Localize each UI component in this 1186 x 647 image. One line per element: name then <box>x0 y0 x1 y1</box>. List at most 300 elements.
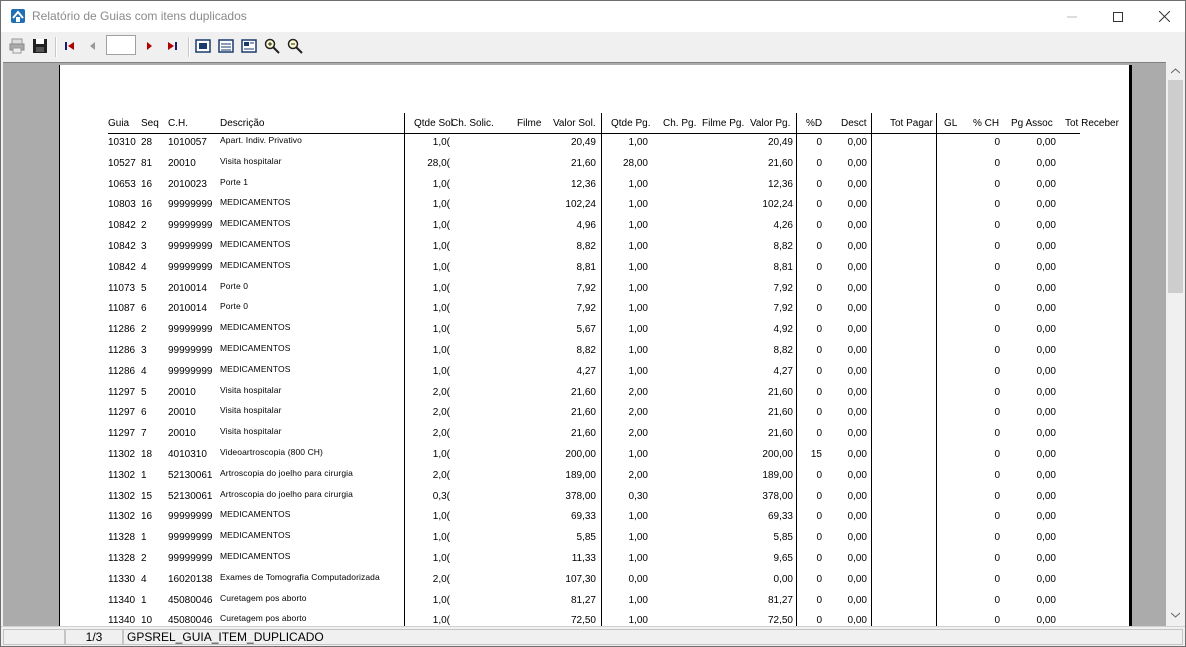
cell-percent-d: 0 <box>816 407 822 419</box>
cell-valor-sol: 11,33 <box>571 553 596 564</box>
scroll-down-icon[interactable] <box>1171 612 1180 618</box>
col-header-gl: GL <box>944 118 958 129</box>
cell-ch: 1010057 <box>168 137 207 148</box>
cell-percent-ch: 0 <box>994 615 1000 626</box>
header-rule <box>108 133 1080 134</box>
cell-percent-ch: 0 <box>994 386 1000 398</box>
cell-ch: 99999999 <box>168 365 213 377</box>
cell-descricao: MEDICAMENTOS <box>220 551 291 561</box>
cell-qtde-pg: 1,00 <box>628 532 648 544</box>
cell-qtde-pg: 1,00 <box>628 324 648 336</box>
cell-percent-d: 0 <box>816 511 822 523</box>
cell-valor-pg: 4,26 <box>773 220 793 232</box>
cell-seq: 3 <box>141 345 147 356</box>
zoom-in-button[interactable] <box>263 37 281 55</box>
col-header-percent-d: %D <box>806 118 823 129</box>
cell-qtde-pg: 1,00 <box>628 553 648 564</box>
cell-qtde-pg: 1,00 <box>628 199 648 211</box>
save-icon <box>32 38 48 54</box>
cell-valor-pg: 5,85 <box>773 532 793 544</box>
cell-descricao: Artroscopia do joelho para cirurgia <box>220 488 353 499</box>
cell-valor-sol: 21,60 <box>570 157 596 169</box>
cell-guia: 11340 <box>108 615 136 626</box>
app-icon <box>10 8 26 24</box>
cell-valor-sol: 5,85 <box>576 532 596 544</box>
col-header-descricao: Descrição <box>220 118 265 129</box>
cell-qtde-sol: 1,0( <box>432 241 450 252</box>
cell-valor-pg: 7,92 <box>773 282 793 294</box>
status-cell <box>3 629 65 645</box>
cell-qtde-sol: 2,0( <box>432 428 450 440</box>
cell-guia: 11073 <box>108 282 136 294</box>
cell-guia: 11330 <box>108 573 136 585</box>
cell-descricao: MEDICAMENTOS <box>220 530 291 541</box>
cell-qtde-pg: 28,00 <box>622 157 648 169</box>
page-indicator: 1/3 <box>65 629 123 645</box>
col-header-filme: Filme <box>517 118 542 129</box>
next-page-button[interactable] <box>140 37 158 55</box>
save-button[interactable] <box>31 37 49 55</box>
single-page-view-button[interactable] <box>194 37 212 55</box>
cell-pg-assoc: 0,00 <box>1036 303 1056 315</box>
cell-desct: 0,00 <box>847 449 867 460</box>
cell-percent-ch: 0 <box>994 178 1000 190</box>
cell-percent-d: 0 <box>816 345 822 356</box>
cell-descricao: Apart. Indiv. Privativo <box>220 135 302 145</box>
cell-ch: 99999999 <box>168 532 213 544</box>
cell-qtde-sol: 1,0( <box>432 553 450 564</box>
cell-valor-pg: 21,60 <box>767 386 793 398</box>
cell-percent-d: 0 <box>816 428 822 440</box>
cell-pg-assoc: 0,00 <box>1036 594 1056 606</box>
cell-guia: 11302 <box>108 511 136 523</box>
scroll-up-icon[interactable] <box>1171 68 1180 74</box>
cell-seq: 16 <box>141 511 153 523</box>
cell-desct: 0,00 <box>847 553 867 564</box>
cell-qtde-sol: 1,0( <box>432 365 450 377</box>
cell-valor-sol: 72,50 <box>570 615 596 626</box>
cell-percent-d: 0 <box>816 303 822 315</box>
cell-valor-pg: 9,65 <box>773 553 793 564</box>
cell-ch: 20010 <box>168 407 196 419</box>
column-divider <box>936 113 937 626</box>
cell-valor-sol: 102,24 <box>565 199 596 211</box>
cell-ch: 16020138 <box>168 573 213 585</box>
cell-qtde-sol: 1,0( <box>432 532 450 544</box>
col-header-valor-pg: Valor Pg. <box>750 118 791 129</box>
close-button[interactable] <box>1141 1 1186 32</box>
cell-descricao: Porte 0 <box>220 280 249 291</box>
cell-guia: 11328 <box>108 553 136 564</box>
cell-ch: 99999999 <box>168 199 213 211</box>
col-header-qtde-pg: Qtde Pg. <box>611 118 651 129</box>
status-bar <box>1 626 1185 647</box>
cell-qtde-pg: 2,00 <box>628 386 648 398</box>
cell-guia: 10842 <box>108 261 136 273</box>
cell-pg-assoc: 0,00 <box>1036 261 1056 273</box>
cell-valor-pg: 102,24 <box>762 199 793 211</box>
cell-descricao: Visita hospitalar <box>220 426 282 437</box>
report-viewport[interactable] <box>3 62 1166 626</box>
cell-valor-sol: 8,82 <box>576 345 596 356</box>
cell-descricao: Visita hospitalar <box>220 384 282 395</box>
cell-percent-ch: 0 <box>994 553 1000 564</box>
cell-qtde-sol: 1,0( <box>432 615 450 626</box>
col-header-tot-pagar: Tot Pagar <box>890 118 933 129</box>
cell-descricao: MEDICAMENTOS <box>220 197 291 208</box>
col-header-seq: Seq <box>141 118 159 129</box>
cell-desct: 0,00 <box>847 303 867 315</box>
col-header-qtde-sol: Qtde Sol. <box>414 118 456 129</box>
cell-qtde-sol: 1,0( <box>432 261 450 273</box>
col-header-pg-assoc: Pg Assoc <box>1011 118 1053 129</box>
cell-qtde-sol: 1,0( <box>432 511 450 523</box>
cell-pg-assoc: 0,00 <box>1036 407 1056 419</box>
cell-ch: 99999999 <box>168 345 213 356</box>
cell-desct: 0,00 <box>847 261 867 273</box>
cell-guia: 11286 <box>108 324 136 336</box>
cell-seq: 5 <box>141 386 147 398</box>
cell-qtde-sol: 1,0( <box>432 324 450 336</box>
cell-seq: 4 <box>141 365 147 377</box>
cell-seq: 2 <box>141 324 147 336</box>
column-divider <box>796 113 797 626</box>
cell-descricao: MEDICAMENTOS <box>220 363 291 374</box>
cell-percent-ch: 0 <box>994 407 1000 419</box>
cell-guia: 11302 <box>108 449 136 460</box>
cell-desct: 0,00 <box>847 345 867 356</box>
cell-percent-ch: 0 <box>994 573 1000 585</box>
cell-qtde-pg: 0,00 <box>628 573 648 585</box>
window-title: Relatório de Guias com itens duplicados <box>32 9 247 23</box>
cell-guia: 10653 <box>108 178 136 190</box>
cell-qtde-pg: 1,00 <box>628 303 648 315</box>
cell-guia: 11286 <box>108 365 136 377</box>
col-header-ch-solic: Ch. Solic. <box>451 118 494 129</box>
cell-seq: 3 <box>141 241 147 252</box>
cell-desct: 0,00 <box>847 157 867 169</box>
cell-qtde-pg: 1,00 <box>628 615 648 626</box>
cell-valor-pg: 72,50 <box>767 615 793 626</box>
cell-ch: 99999999 <box>168 261 213 273</box>
cell-percent-ch: 0 <box>994 469 1000 481</box>
full-view-button[interactable] <box>240 37 258 55</box>
cell-ch: 2010023 <box>168 178 207 190</box>
cell-percent-d: 0 <box>816 553 822 564</box>
zoom-page-icon <box>241 38 257 54</box>
cell-valor-pg: 7,92 <box>773 303 793 315</box>
cell-guia: 11302 <box>108 469 136 481</box>
cell-guia: 10803 <box>108 199 136 211</box>
cell-percent-ch: 0 <box>994 324 1000 336</box>
printer-icon <box>9 38 25 54</box>
cell-desct: 0,00 <box>847 365 867 377</box>
cell-percent-ch: 0 <box>994 490 1000 502</box>
cell-ch: 99999999 <box>168 511 213 523</box>
cell-desct: 0,00 <box>847 428 867 440</box>
cell-percent-ch: 0 <box>994 594 1000 606</box>
cell-valor-pg: 12,36 <box>767 178 793 190</box>
cell-desct: 0,00 <box>847 594 867 606</box>
cell-percent-d: 0 <box>816 178 822 190</box>
cell-seq: 10 <box>141 615 153 626</box>
cell-pg-assoc: 0,00 <box>1036 553 1056 564</box>
previous-page-button[interactable] <box>84 37 102 55</box>
cell-pg-assoc: 0,00 <box>1036 157 1056 169</box>
cell-percent-d: 0 <box>816 324 822 336</box>
cell-guia: 10527 <box>108 157 136 169</box>
maximize-button[interactable] <box>1095 1 1141 32</box>
vertical-scrollbar[interactable] <box>1166 62 1185 625</box>
cell-valor-pg: 200,00 <box>762 449 793 460</box>
cell-pg-assoc: 0,00 <box>1036 345 1056 356</box>
cell-qtde-pg: 1,00 <box>628 594 648 606</box>
cell-pg-assoc: 0,00 <box>1036 386 1056 398</box>
cell-percent-ch: 0 <box>994 345 1000 356</box>
cell-ch: 52130061 <box>168 469 213 481</box>
cell-percent-ch: 0 <box>994 220 1000 232</box>
cell-qtde-pg: 1,00 <box>628 178 648 190</box>
cell-valor-pg: 0,00 <box>773 573 793 585</box>
cell-percent-ch: 0 <box>994 303 1000 315</box>
cell-desct: 0,00 <box>847 490 867 502</box>
cell-qtde-pg: 0,30 <box>628 490 648 502</box>
cell-pg-assoc: 0,00 <box>1036 241 1056 252</box>
cell-seq: 6 <box>141 303 147 315</box>
cell-descricao: Visita hospitalar <box>220 405 282 416</box>
cell-descricao: Porte 0 <box>220 301 249 312</box>
cell-guia: 10310 <box>108 137 136 148</box>
cell-percent-d: 0 <box>816 573 822 585</box>
toolbar <box>1 32 1185 61</box>
cell-ch: 45080046 <box>168 615 213 626</box>
cell-qtde-pg: 1,00 <box>628 261 648 273</box>
cell-seq: 7 <box>141 428 147 440</box>
cell-valor-sol: 378,00 <box>565 490 596 502</box>
cell-desct: 0,00 <box>847 573 867 585</box>
col-header-ch-pg: Ch. Pg. <box>663 118 697 129</box>
cell-percent-d: 0 <box>816 532 822 544</box>
cell-descricao: MEDICAMENTOS <box>220 239 291 249</box>
cell-ch: 99999999 <box>168 553 213 564</box>
cell-valor-sol: 7,92 <box>576 303 596 315</box>
cell-ch: 99999999 <box>168 324 213 336</box>
list-view-icon <box>218 38 234 54</box>
cell-valor-pg: 8,81 <box>773 261 793 273</box>
cell-valor-pg: 81,27 <box>767 594 793 606</box>
cell-desct: 0,00 <box>847 178 867 190</box>
cell-qtde-pg: 1,00 <box>628 365 648 377</box>
print-button[interactable] <box>8 37 26 55</box>
cell-valor-sol: 12,36 <box>570 178 596 190</box>
cell-valor-sol: 7,92 <box>576 282 596 294</box>
cell-desct: 0,00 <box>847 220 867 232</box>
cell-valor-sol: 189,00 <box>565 469 596 481</box>
cell-pg-assoc: 0,00 <box>1036 615 1056 626</box>
cell-guia: 11302 <box>108 490 136 502</box>
cell-seq: 81 <box>141 157 153 169</box>
cell-qtde-sol: 1,0( <box>432 594 450 606</box>
cell-qtde-sol: 1,0( <box>432 282 450 294</box>
cell-valor-sol: 200,00 <box>565 449 596 460</box>
cell-valor-pg: 20,49 <box>767 137 793 148</box>
cell-qtde-sol: 1,0( <box>432 137 450 148</box>
cell-ch: 20010 <box>168 428 196 440</box>
cell-desct: 0,00 <box>847 241 867 252</box>
next-page-icon <box>143 40 155 52</box>
cell-qtde-pg: 1,00 <box>628 511 648 523</box>
cell-qtde-pg: 1,00 <box>628 137 648 148</box>
cell-qtde-pg: 2,00 <box>628 428 648 440</box>
cell-descricao: Porte 1 <box>220 176 249 187</box>
cell-qtde-sol: 1,0( <box>432 220 450 232</box>
cell-percent-d: 0 <box>816 490 822 502</box>
cell-valor-pg: 21,60 <box>767 407 793 419</box>
toolbar-separator <box>55 37 57 57</box>
cell-percent-d: 0 <box>816 615 822 626</box>
cell-valor-pg: 8,82 <box>773 241 793 252</box>
cell-qtde-sol: 1,0( <box>432 449 450 460</box>
first-page-button[interactable] <box>61 37 79 55</box>
page-view-icon <box>195 38 211 54</box>
cell-seq: 1 <box>141 532 147 544</box>
cell-percent-d: 0 <box>816 220 822 232</box>
zoom-out-button[interactable] <box>286 37 304 55</box>
col-header-desct: Desct <box>841 118 867 129</box>
cell-descricao: Videoartroscopia (800 CH) <box>220 447 323 457</box>
cell-ch: 20010 <box>168 157 196 169</box>
maximize-icon <box>1113 12 1123 22</box>
cell-guia: 11328 <box>108 532 136 544</box>
cell-valor-pg: 69,33 <box>767 511 793 523</box>
cell-qtde-pg: 2,00 <box>628 469 648 481</box>
cell-descricao: Visita hospitalar <box>220 155 282 166</box>
cell-desct: 0,00 <box>847 615 867 626</box>
cell-valor-pg: 189,00 <box>762 469 793 481</box>
cell-percent-d: 15 <box>810 449 822 460</box>
cell-pg-assoc: 0,00 <box>1036 428 1056 440</box>
scrollbar-thumb[interactable] <box>1168 80 1183 293</box>
cell-percent-ch: 0 <box>994 282 1000 294</box>
cell-valor-sol: 81,27 <box>570 594 596 606</box>
cell-valor-sol: 8,82 <box>576 241 596 252</box>
column-divider <box>871 113 872 626</box>
cell-ch: 99999999 <box>168 241 213 252</box>
cell-desct: 0,00 <box>847 469 867 481</box>
cell-pg-assoc: 0,00 <box>1036 324 1056 336</box>
report-page <box>59 65 1130 626</box>
cell-seq: 16 <box>141 199 153 211</box>
cell-seq: 1 <box>141 594 147 606</box>
cell-valor-pg: 4,27 <box>773 365 793 377</box>
cell-pg-assoc: 0,00 <box>1036 365 1056 377</box>
cell-qtde-sol: 2,0( <box>432 407 450 419</box>
col-header-percent-ch: % CH <box>973 118 1000 129</box>
cell-seq: 16 <box>141 178 153 190</box>
last-page-button[interactable] <box>163 37 181 55</box>
cell-qtde-pg: 1,00 <box>628 282 648 294</box>
cell-qtde-sol: 0,3( <box>432 490 450 502</box>
cell-qtde-pg: 1,00 <box>628 241 648 252</box>
page-width-view-button[interactable] <box>217 37 235 55</box>
page-number-input[interactable] <box>106 35 136 55</box>
cell-valor-pg: 21,60 <box>767 428 793 440</box>
cell-ch: 4010310 <box>168 449 207 460</box>
cell-pg-assoc: 0,00 <box>1036 178 1056 190</box>
last-page-icon <box>166 40 178 52</box>
cell-seq: 4 <box>141 261 147 273</box>
zoom-in-icon <box>264 38 280 54</box>
cell-qtde-sol: 2,0( <box>432 386 450 398</box>
cell-desct: 0,00 <box>847 386 867 398</box>
cell-qtde-sol: 1,0( <box>432 178 450 190</box>
cell-pg-assoc: 0,00 <box>1036 199 1056 211</box>
toolbar-separator <box>188 37 190 57</box>
cell-qtde-pg: 1,00 <box>628 449 648 460</box>
cell-seq: 5 <box>141 282 147 294</box>
cell-pg-assoc: 0,00 <box>1036 490 1056 502</box>
cell-valor-sol: 8,81 <box>576 261 596 273</box>
cell-qtde-sol: 1,0( <box>432 303 450 315</box>
minimize-button[interactable] <box>1049 1 1095 32</box>
cell-valor-pg: 21,60 <box>767 157 793 169</box>
cell-percent-ch: 0 <box>994 532 1000 544</box>
cell-percent-ch: 0 <box>994 449 1000 460</box>
cell-desct: 0,00 <box>847 407 867 419</box>
cell-valor-pg: 4,92 <box>773 324 793 336</box>
cell-guia: 11297 <box>108 407 136 419</box>
cell-percent-d: 0 <box>816 241 822 252</box>
cell-seq: 18 <box>141 449 153 460</box>
col-header-guia: Guia <box>108 118 130 129</box>
close-icon <box>1159 11 1170 22</box>
cell-ch: 99999999 <box>168 220 213 232</box>
cell-descricao: Curetagem pos aborto <box>220 613 307 624</box>
column-divider <box>404 113 405 626</box>
cell-desct: 0,00 <box>847 324 867 336</box>
zoom-out-icon <box>287 38 303 54</box>
cell-percent-d: 0 <box>816 365 822 377</box>
cell-descricao: Curetagem pos aborto <box>220 592 307 603</box>
cell-valor-pg: 8,82 <box>773 345 793 356</box>
cell-ch: 20010 <box>168 386 196 398</box>
cell-percent-d: 0 <box>816 137 822 148</box>
cell-guia: 10842 <box>108 220 136 232</box>
cell-percent-d: 0 <box>816 157 822 169</box>
col-header-valor-sol: Valor Sol. <box>553 118 596 129</box>
cell-desct: 0,00 <box>847 137 867 148</box>
cell-percent-ch: 0 <box>994 428 1000 440</box>
cell-valor-sol: 21,60 <box>570 428 596 440</box>
cell-seq: 28 <box>141 137 153 148</box>
first-page-icon <box>64 40 76 52</box>
cell-pg-assoc: 0,00 <box>1036 573 1056 585</box>
col-header-filme-pg: Filme Pg. <box>702 118 745 129</box>
cell-pg-assoc: 0,00 <box>1036 511 1056 523</box>
col-header-tot-receber: Tot Receber <box>1065 118 1119 129</box>
cell-descricao: Exames de Tomografia Computadorizada <box>220 571 380 582</box>
cell-guia: 11297 <box>108 428 136 440</box>
cell-ch: 2010014 <box>168 282 207 294</box>
cell-valor-sol: 107,30 <box>565 573 596 585</box>
cell-desct: 0,00 <box>847 532 867 544</box>
cell-pg-assoc: 0,00 <box>1036 282 1056 294</box>
cell-valor-pg: 378,00 <box>762 490 793 502</box>
cell-percent-ch: 0 <box>994 199 1000 211</box>
previous-page-icon <box>87 40 99 52</box>
cell-seq: 1 <box>141 469 147 481</box>
cell-valor-sol: 20,49 <box>570 137 596 148</box>
